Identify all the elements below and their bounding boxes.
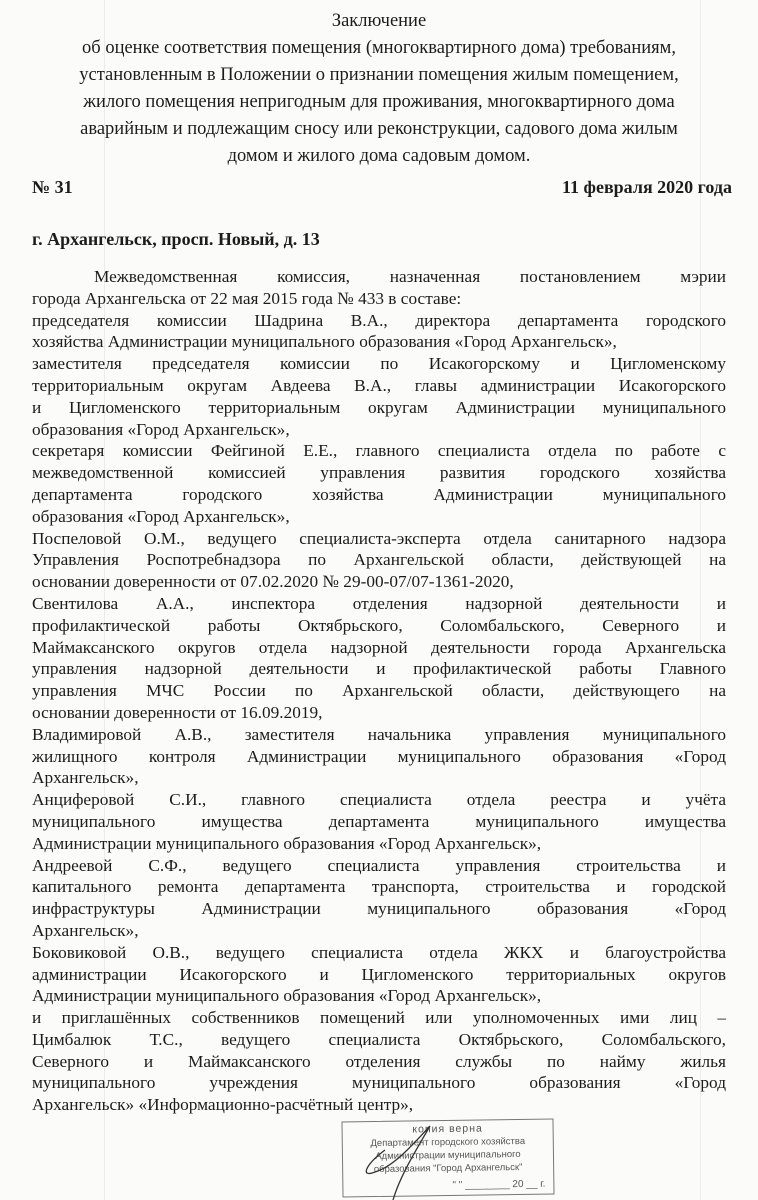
text-line: Северного и Маймаксанского отделения службы по найму жилья	[32, 1051, 726, 1071]
paragraph	[32, 528, 726, 593]
paragraph	[32, 855, 726, 942]
text-line: и приглашённых собственников помещений или уполномоченных ими лиц –	[32, 1008, 726, 1028]
text-line: муниципального учреждения муниципального образования «Город	[32, 1073, 726, 1093]
text-line: и Цигломенского территориальным округам Администрации муниципального	[32, 397, 726, 417]
text-line: Управления Роспотребнадзора по Архангельской области, действующей на	[32, 550, 726, 570]
title-line: жилого помещения непригодным для проживания, многоквартирного дома	[83, 92, 675, 112]
document-address: г. Архангельск, просп. Новый, д. 13	[32, 229, 320, 249]
text-line: города Архангельска от 22 мая 2015 года № 433 в составе:	[32, 288, 462, 308]
paragraph	[32, 724, 726, 789]
document-title	[20, 8, 738, 170]
stamp-line: Департамент городского хозяйства	[370, 1135, 526, 1150]
text-line: Владимировой А.В., заместителя начальника управления муниципального	[32, 724, 726, 744]
text-line: межведомственной комиссией управления развития городского хозяйства	[32, 463, 726, 483]
handwritten-signature	[355, 1120, 445, 1200]
text-line: основании доверенности от 07.02.2020 № 29-00-07/07-1361-2020,	[32, 572, 514, 592]
text-line: администрации Исакогорского и Цигломенского территориальных округов	[32, 964, 726, 984]
title-line: домом и жилого дома садовым домом.	[227, 146, 531, 166]
text-line: секретаря комиссии Фейгиной Е.Е., главного специалиста отдела по работе с	[32, 441, 726, 461]
text-line: Архангельск»,	[32, 768, 139, 788]
text-line: департамента городского хозяйства Администрации муниципального	[32, 484, 726, 504]
text-line: Боковиковой О.В., ведущего специалиста отдела ЖКХ и благоустройства	[32, 942, 726, 962]
document-date: 11 февраля 2020 года	[562, 177, 732, 197]
text-line: территориальным округам Авдеева В.А., главы администрации Исакогорского	[32, 375, 726, 395]
paragraph	[32, 789, 726, 854]
stamp-date-line: " " ________ 20 __ г.	[452, 1178, 546, 1191]
title-line: установленным в Положении о признании помещения жилым помещением,	[79, 65, 679, 85]
text-line: Архангельск»,	[32, 920, 139, 940]
text-line: заместителя председателя комиссии по Исакогорскому и Цигломенскому	[32, 354, 726, 374]
document-number: № 31	[32, 177, 73, 197]
text-line: муниципального имущества департамента муниципального имущества	[32, 811, 726, 831]
text-line: Андреевой С.Ф., ведущего специалиста управления строительства и	[32, 855, 726, 875]
text-line: образования «Город Архангельск»,	[32, 419, 290, 439]
paragraph	[32, 942, 726, 1007]
text-line: жилищного контроля Администрации муниципального образования «Город	[32, 746, 726, 766]
number-date-row	[32, 177, 732, 198]
text-line: инфраструктуры Администрации муниципального образования «Город	[32, 899, 726, 919]
text-line: Анциферовой С.И., главного специалиста отдела реестра и учёта	[32, 790, 726, 810]
text-line: Администрации муниципального образования «Город Архангельск»,	[32, 986, 542, 1006]
text-line: Архангельск» «Информационно-расчётный центр»,	[32, 1095, 414, 1115]
document-body	[32, 266, 726, 1116]
paragraph	[32, 310, 726, 354]
text-line: управления МЧС России по Архангельской области, действующего на	[32, 681, 726, 701]
text-line: Цимбалюк Т.С., ведущего специалиста Октябрьского, Соломбальского,	[32, 1029, 726, 1049]
text-line: основании доверенности от 16.09.2019,	[32, 702, 323, 722]
title-heading: Заключение	[331, 11, 427, 31]
text-line: Администрации муниципального образования «Город Архангельск»,	[32, 833, 542, 853]
paragraph	[32, 593, 726, 724]
paragraph	[32, 353, 726, 440]
paragraph	[32, 266, 726, 310]
text-line: Поспеловой О.М., ведущего специалиста-эксперта отдела санитарного надзора	[32, 528, 726, 548]
title-line: об оценке соответствия помещения (многоквартирного дома) требованиям,	[82, 38, 676, 58]
stamp-line: Администрации муниципального	[375, 1148, 521, 1163]
text-line: капитального ремонта департамента транспорта, строительства и городской	[32, 877, 726, 897]
text-line: хозяйства Администрации муниципального образования «Город Архангельск»,	[32, 332, 617, 352]
paragraph	[32, 440, 726, 527]
text-line: Межведомственная комиссия, назначенная постановлением мэрии	[94, 267, 726, 286]
title-line: аварийным и подлежащим сносу или реконструкции, садового дома жилым	[80, 119, 678, 139]
stamp-line: образования "Город Архангельск"	[373, 1161, 523, 1176]
text-line: профилактической работы Октябрьского, Соломбальского, Северного и	[32, 615, 726, 635]
text-line: образования «Город Архангельск»,	[32, 506, 290, 526]
text-line: Маймаксанского округов отдела надзорной деятельности города Архангельска	[32, 637, 726, 657]
text-line: председателя комиссии Шадрина В.А., директора департамента городского	[32, 310, 726, 330]
text-line: Свентилова А.А., инспектора отделения надзорной деятельности и	[32, 593, 726, 613]
paragraph	[32, 1007, 726, 1116]
stamp-line: копия верна	[412, 1122, 483, 1136]
text-line: управления надзорной деятельности и профилактической работы Главного	[32, 659, 726, 679]
